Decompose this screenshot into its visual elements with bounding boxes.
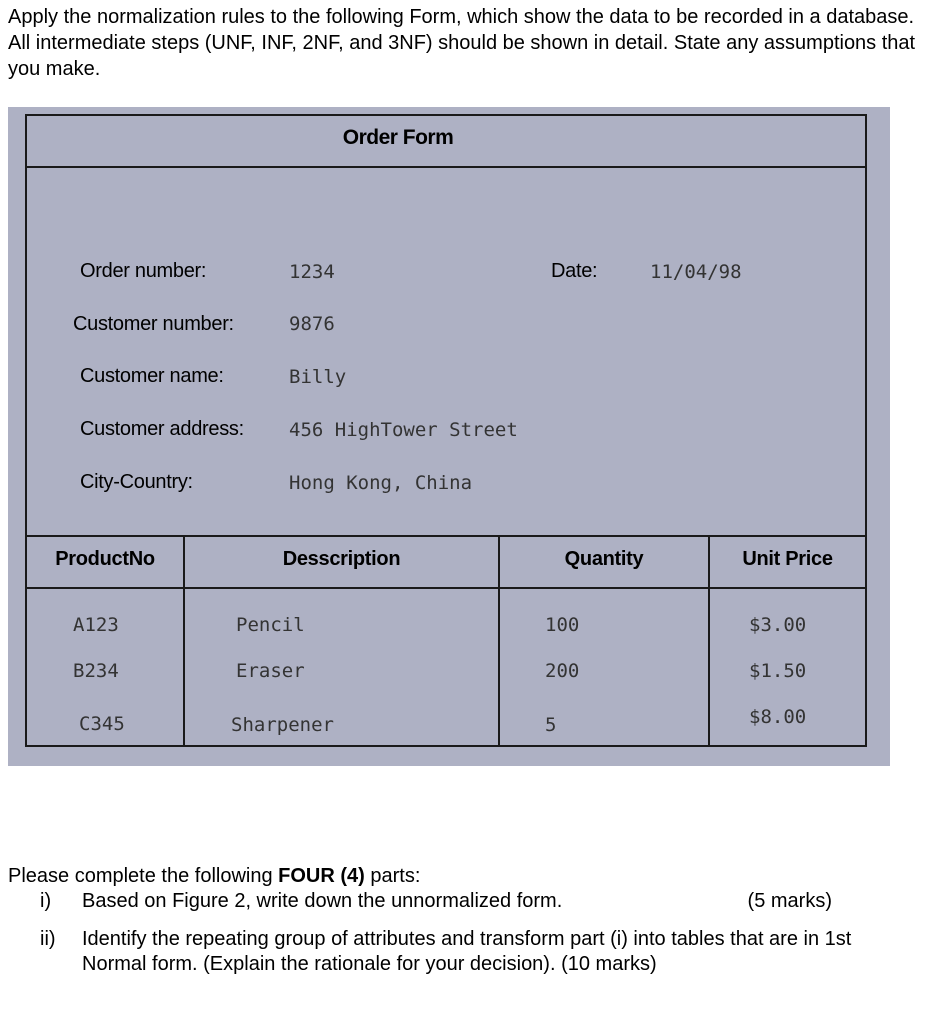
date-value: 11/04/98 — [650, 261, 742, 283]
order-number-label: Order number: — [80, 260, 207, 282]
table-cell-unit-price: $1.50 — [749, 660, 807, 682]
customer-number-value: 9876 — [289, 313, 335, 335]
table-cell-unit-price: $3.00 — [749, 614, 807, 636]
column-header-unit-price: Unit Price — [742, 548, 833, 570]
customer-number-label: Customer number: — [73, 313, 234, 335]
question-intro: Apply the normalization rules to the following Form, which show the data to be recorded in a database. All intermediate steps (UNF, INF, 2NF, and 3NF) should be shown in detail. State any assumptions that you make. — [8, 6, 916, 80]
part-text: Identify the repeating group of attributes and transform part (i) into tables that are in 1st Normal form. (Explain the rationale for your decision). (10 marks) — [82, 928, 852, 975]
part-text: Based on Figure 2, write down the unnormalized form. — [82, 890, 563, 912]
parts-intro — [8, 864, 936, 889]
column-header-description: Desscription — [282, 548, 401, 570]
order-form-figure — [8, 107, 890, 766]
part-number: ii) — [40, 928, 56, 950]
customer-name-label: Customer name: — [80, 365, 224, 387]
customer-address-label: Customer address: — [80, 418, 244, 440]
part-item — [8, 927, 936, 977]
table-cell-productno: C345 — [79, 713, 125, 735]
table-cell-quantity: 5 — [545, 714, 557, 736]
table-cell-unit-price: $8.00 — [749, 706, 807, 728]
table-cell-description: Pencil — [236, 614, 305, 636]
part-marks: (5 marks) — [747, 890, 832, 912]
customer-address-value: 456 HighTower Street — [289, 419, 518, 441]
table-cell-description: Sharpener — [231, 714, 334, 736]
order-number-value: 1234 — [289, 261, 335, 283]
order-form — [25, 114, 867, 747]
form-title: Order Form — [342, 126, 454, 149]
table-cell-productno: A123 — [73, 614, 119, 636]
part-item — [8, 889, 936, 914]
table-cell-quantity: 100 — [545, 614, 580, 636]
parts-section — [8, 864, 936, 977]
city-country-label: City-Country: — [80, 471, 193, 493]
part-number: i) — [40, 890, 52, 912]
customer-name-value: Billy — [289, 366, 347, 388]
table-header-divider — [27, 587, 865, 589]
table-top-border — [27, 535, 865, 537]
table-cell-description: Eraser — [236, 660, 305, 682]
date-label: Date: — [551, 260, 598, 282]
table-cell-productno: B234 — [73, 660, 119, 682]
parts-intro-prefix: Please complete the following — [8, 865, 279, 887]
column-header-productno: ProductNo — [55, 548, 155, 570]
parts-count: FOUR (4) — [278, 865, 365, 887]
title-divider — [27, 166, 865, 168]
column-header-quantity: Quantity — [564, 548, 644, 570]
table-cell-quantity: 200 — [545, 660, 580, 682]
city-country-value: Hong Kong, China — [289, 472, 473, 494]
parts-intro-suffix: parts: — [364, 865, 421, 887]
